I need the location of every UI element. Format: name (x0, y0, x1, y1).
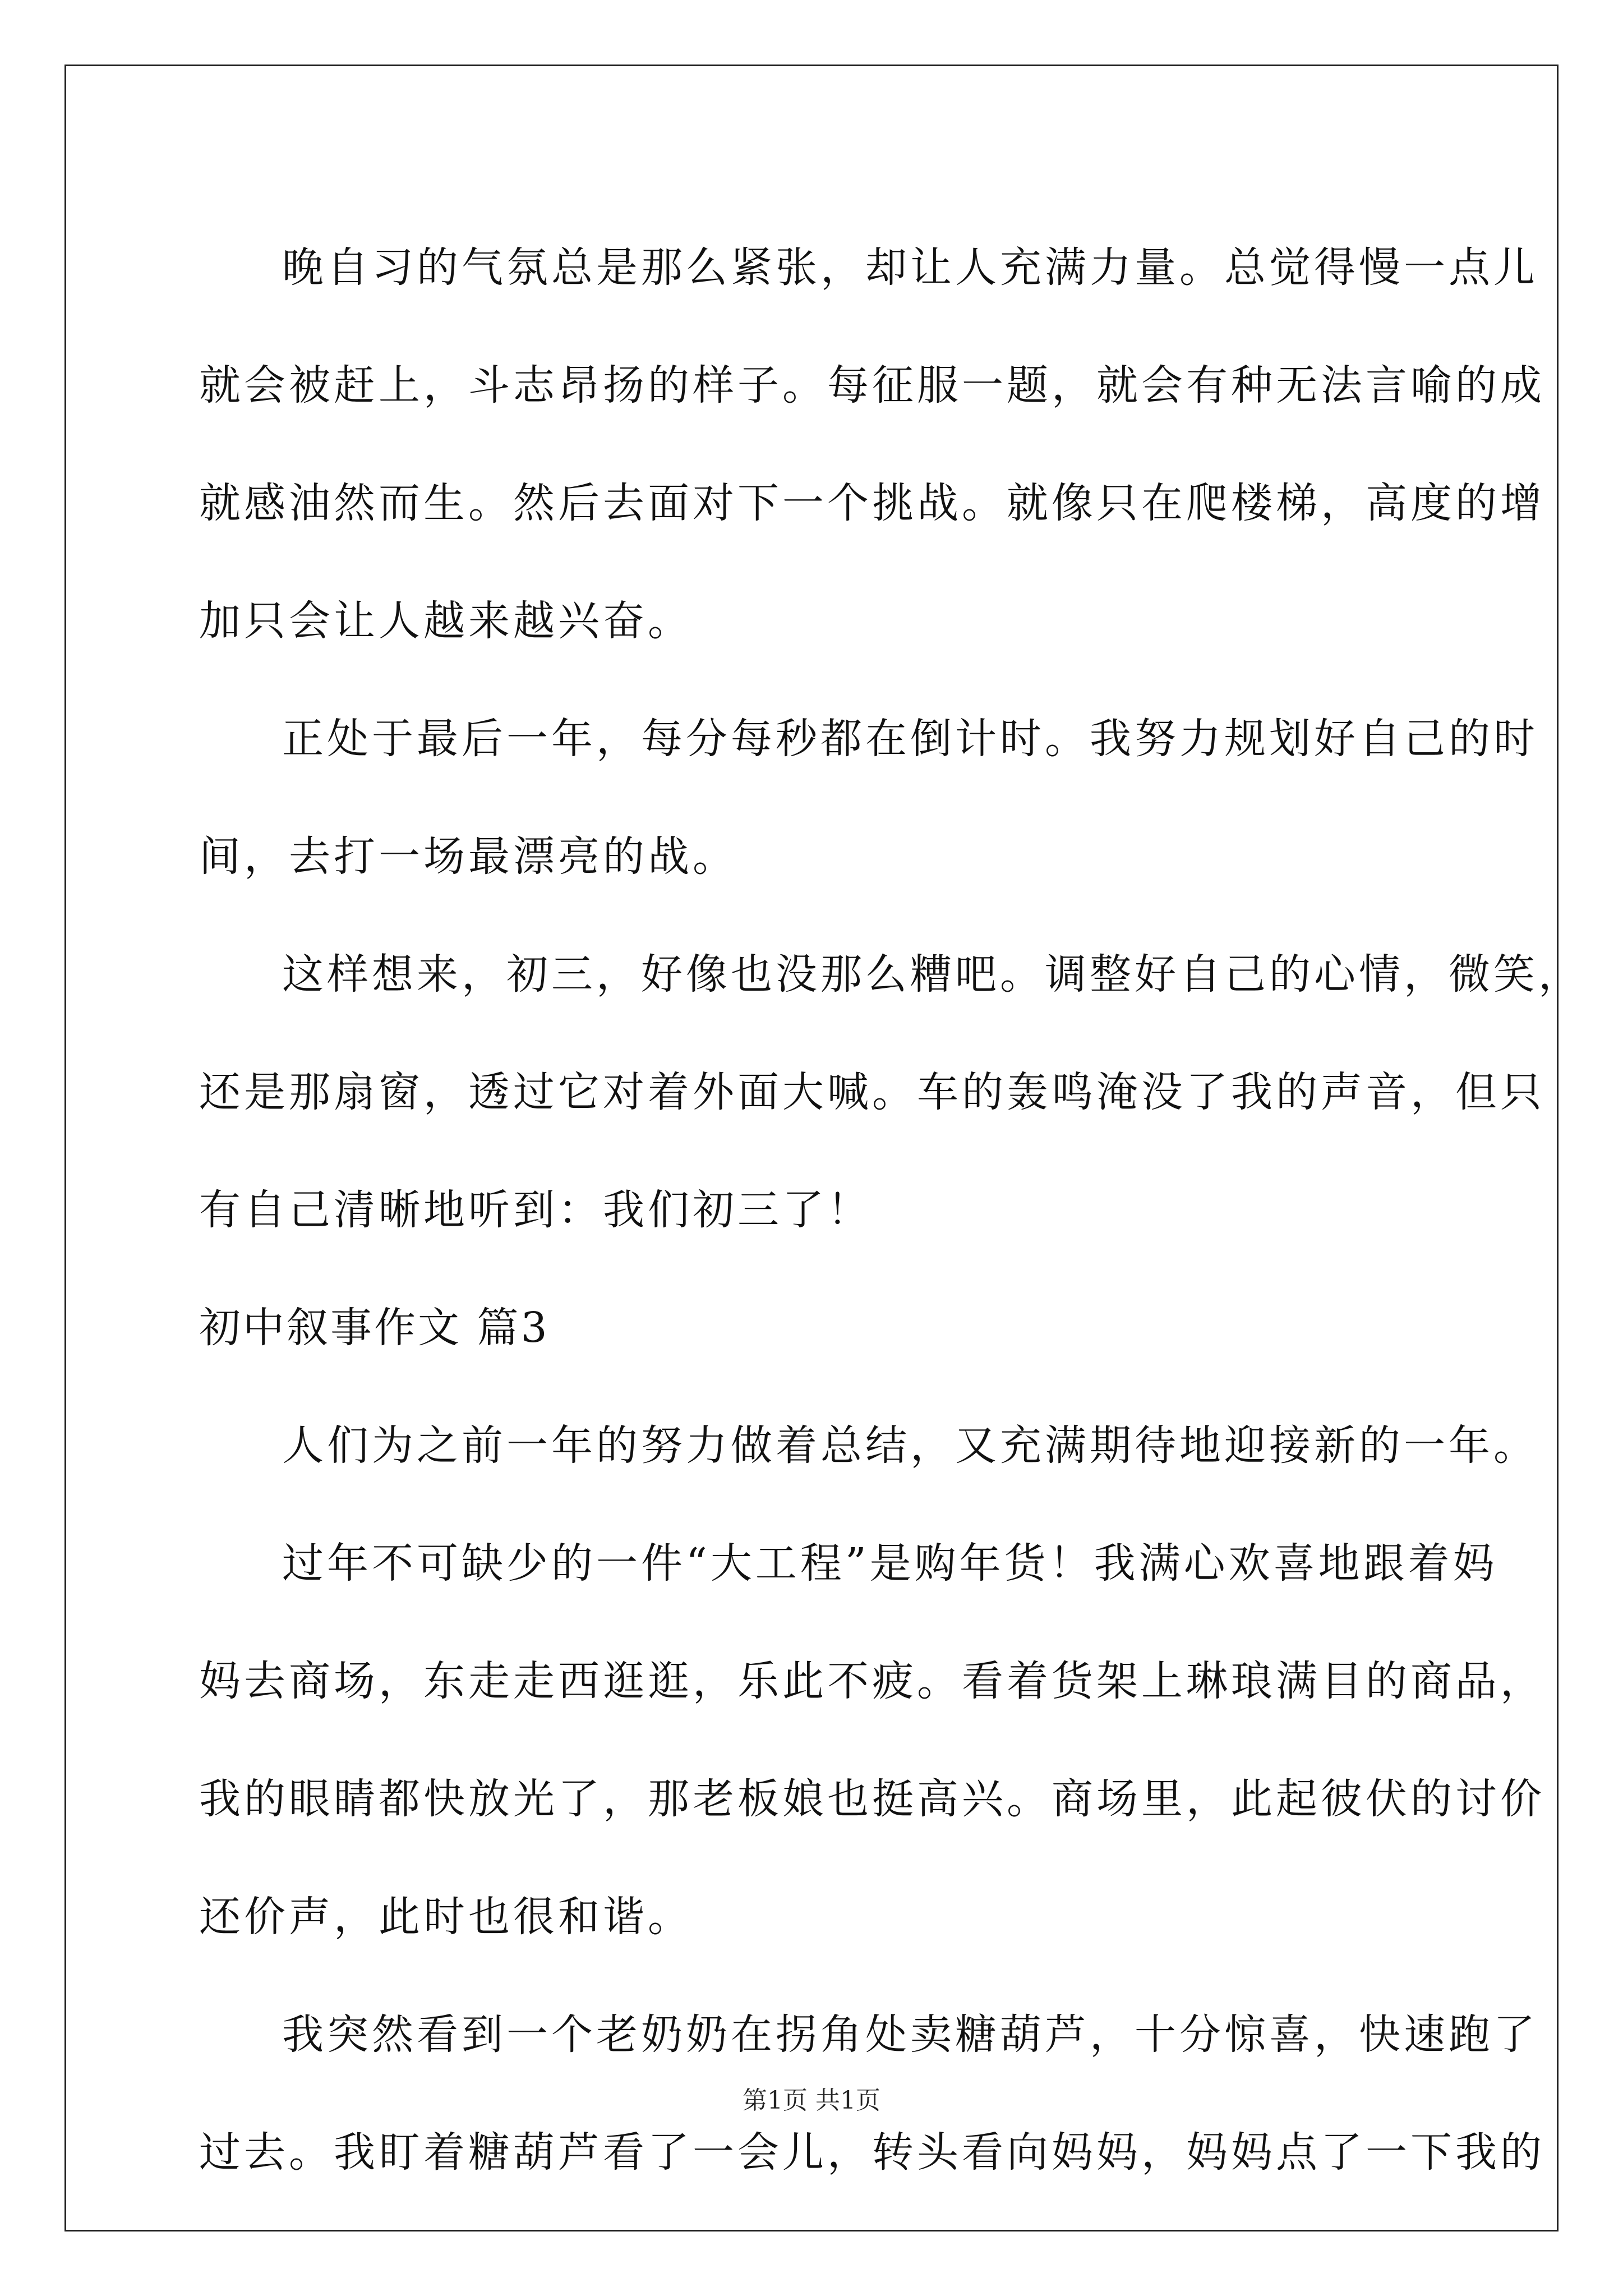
paragraph (199, 1387, 1538, 1504)
text-line: 这样想来，初三，好像也没那么糟吧。调整好自己的心情，微笑， (282, 950, 1583, 999)
text-line: 晚自习的气氛总是那么紧张，却让人充满力量。总觉得慢一点儿 (282, 243, 1538, 292)
text-line: 人们为之前一年的努力做着总结，又充满期待地迎接新的一年。 (282, 1421, 1538, 1470)
text-line: 还价声，此时也很和谐。 (199, 1893, 693, 1941)
document-body (199, 209, 1583, 2211)
paragraph (199, 1504, 1545, 1976)
paragraph (199, 915, 1583, 1269)
paragraph (199, 680, 1538, 915)
text-line: 过年不可缺少的一件“大工程”是购年货！我满心欢喜地跟着妈 (282, 1539, 1498, 1588)
text-line: 我的眼睛都快放光了，那老板娘也挺高兴。商场里，此起彼伏的讨价 (199, 1775, 1545, 1823)
text-line: 就感油然而生。然后去面对下一个挑战。就像只在爬楼梯，高度的增 (199, 479, 1545, 527)
text-line: 有自己清晰地听到：我们初三了！ (199, 1186, 872, 1234)
text-line: 还是那扇窗，透过它对着外面大喊。车的轰鸣淹没了我的声音，但只 (199, 1068, 1545, 1116)
text-line: 正处于最后一年，每分每秒都在倒计时。我努力规划好自己的时 (282, 715, 1538, 763)
text-line: 过去。我盯着糖葫芦看了一会儿，转头看向妈妈，妈妈点了一下我的 (199, 2128, 1545, 2177)
text-line: 我突然看到一个老奶奶在拐角处卖糖葫芦，十分惊喜，快速跑了 (282, 2010, 1538, 2059)
text-line: 间，去打一场最漂亮的战。 (199, 832, 737, 881)
page-footer: 第1页 共1页 (743, 2086, 880, 2115)
section-heading: 初中叙事作文 篇3 (199, 1304, 550, 1352)
text-line: 加只会让人越来越兴奋。 (199, 597, 693, 645)
text-line: 妈去商场，东走走西逛逛，乐此不疲。看着货架上琳琅满目的商品， (199, 1657, 1545, 1705)
text-line: 就会被赶上，斗志昂扬的样子。每征服一题，就会有种无法言喻的成 (199, 361, 1545, 409)
paragraph (199, 209, 1545, 680)
